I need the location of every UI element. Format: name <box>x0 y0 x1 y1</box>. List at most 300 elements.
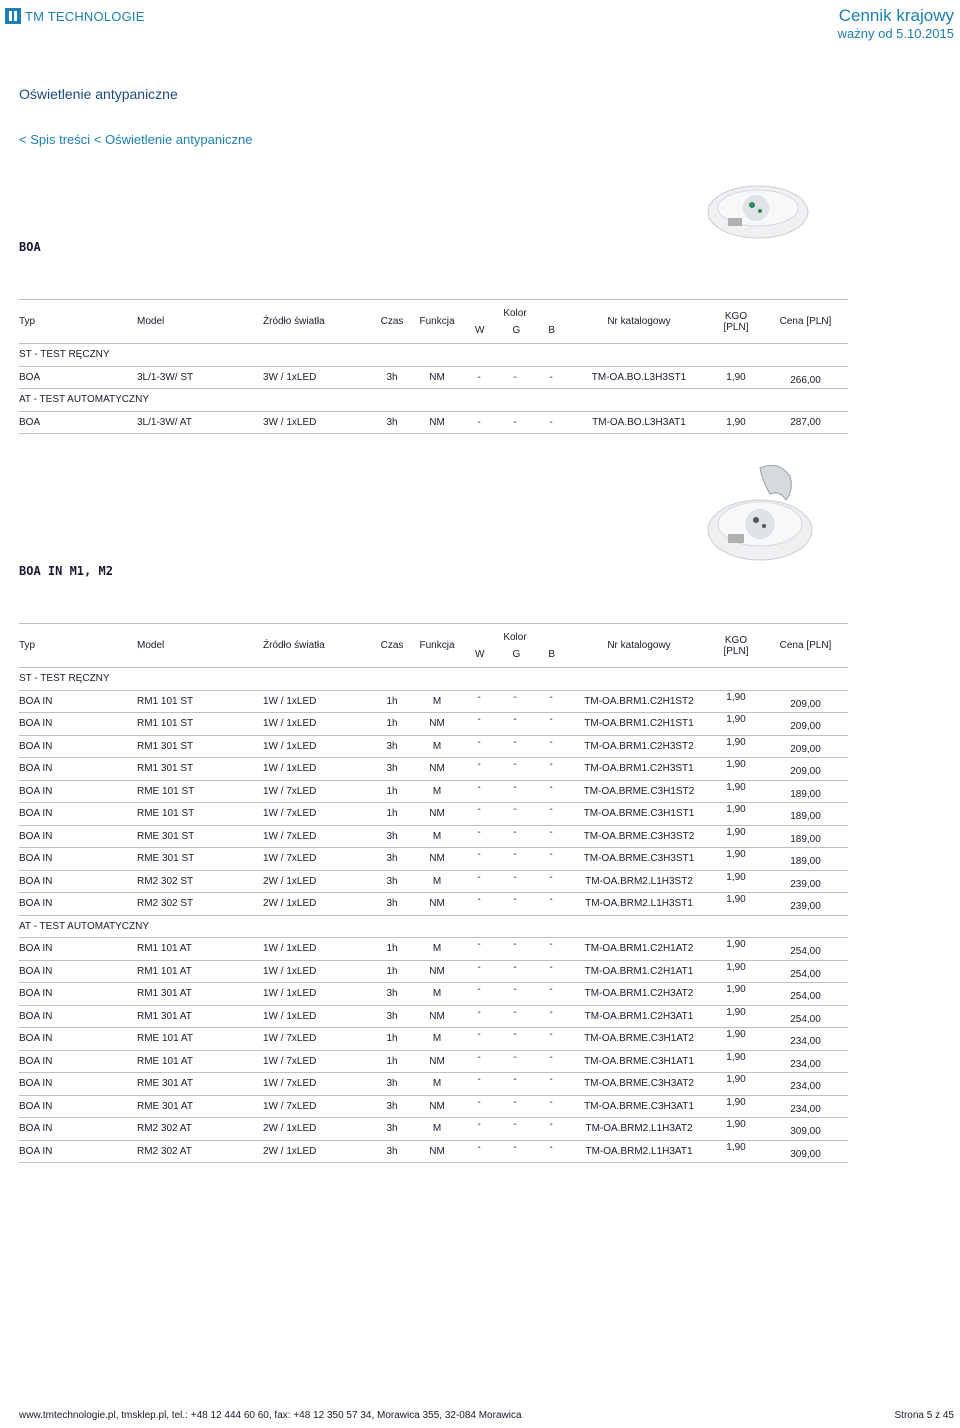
cena-value: 209,00 <box>790 698 821 710</box>
cell-nr-katalogowy <box>569 893 709 916</box>
table-row <box>19 870 848 893</box>
model-value: RM1 101 AT <box>137 943 192 955</box>
cell-czas <box>371 893 413 916</box>
model-value: RM2 302 AT <box>137 1145 192 1157</box>
funkcja-value: M <box>432 1033 442 1045</box>
cell-czas <box>371 758 413 781</box>
typ-value: BOA IN <box>19 718 53 730</box>
cell-funkcja <box>413 960 461 983</box>
cell-model <box>137 366 263 389</box>
group-row <box>19 668 848 691</box>
cell-nr-katalogowy <box>569 1118 709 1141</box>
cell-kolor-g <box>497 825 533 848</box>
cell-kolor-g <box>497 803 533 826</box>
zrodlo-value: 1W / 1xLED <box>263 695 317 707</box>
cell-kolor-w <box>461 825 497 848</box>
cell-kolor-b <box>533 870 569 893</box>
cell-czas <box>371 1005 413 1028</box>
cell-cena <box>763 1005 848 1028</box>
cell-funkcja <box>413 870 461 893</box>
cell-typ <box>19 735 137 758</box>
cell-kgo <box>709 960 763 983</box>
czas-value: 3h <box>386 1078 398 1090</box>
table-row <box>19 803 848 826</box>
cell-typ <box>19 1005 137 1028</box>
group-label: AT - TEST AUTOMATYCZNY <box>19 389 848 412</box>
cell-kolor-g <box>497 690 533 713</box>
typ-value: BOA IN <box>19 1010 53 1022</box>
col-kolor <box>461 624 569 668</box>
zrodlo-value: 2W / 1xLED <box>263 1123 317 1135</box>
kolor-w-value: - <box>477 984 481 996</box>
cell-model <box>137 1005 263 1028</box>
cena-value: 239,00 <box>790 878 821 890</box>
cell-czas <box>371 870 413 893</box>
cell-kolor-b <box>533 803 569 826</box>
cell-zrodlo <box>263 983 371 1006</box>
cell-funkcja <box>413 735 461 758</box>
cell-typ <box>19 893 137 916</box>
table-row <box>19 1028 848 1051</box>
funkcja-value: M <box>432 943 442 955</box>
kolor-b-value: - <box>549 371 553 383</box>
price-list-title: Cennik krajowy <box>838 6 954 25</box>
model-value: RM1 301 AT <box>137 988 192 1000</box>
breadcrumb-current-link[interactable]: < Oświetlenie antypaniczne <box>93 132 253 147</box>
cell-kolor-g <box>497 1095 533 1118</box>
section-title-boa: BOA <box>19 240 41 254</box>
cell-model <box>137 960 263 983</box>
boa-in-body <box>19 668 848 1163</box>
col-zrodlo: Źródło światła <box>263 624 371 668</box>
cell-kolor-g <box>497 870 533 893</box>
cell-model <box>137 1118 263 1141</box>
funkcja-value: NM <box>429 898 445 910</box>
zrodlo-value: 2W / 1xLED <box>263 875 317 887</box>
typ-value: BOA IN <box>19 1145 53 1157</box>
cell-czas <box>371 803 413 826</box>
czas-value: 3h <box>386 875 398 887</box>
cell-nr-katalogowy <box>569 1028 709 1051</box>
cell-kolor-b <box>533 1028 569 1051</box>
kolor-b-value: - <box>549 984 553 996</box>
kolor-w-value: - <box>477 371 481 383</box>
cell-kolor-b <box>533 1118 569 1141</box>
cell-cena <box>763 870 848 893</box>
zrodlo-value: 1W / 7xLED <box>263 785 317 797</box>
group-label: ST - TEST RĘCZNY <box>19 668 848 691</box>
cell-nr-katalogowy <box>569 983 709 1006</box>
cena-value: 309,00 <box>790 1126 821 1138</box>
cell-kolor-b <box>533 690 569 713</box>
cell-funkcja <box>413 983 461 1006</box>
cell-kolor-g <box>497 1028 533 1051</box>
cell-kgo <box>709 848 763 871</box>
cell-funkcja <box>413 1095 461 1118</box>
cena-value: 209,00 <box>790 721 821 733</box>
cell-cena <box>763 735 848 758</box>
kolor-b-value: - <box>549 1119 553 1131</box>
col-w: W <box>475 324 485 336</box>
kgo-value: 1,90 <box>726 1006 746 1018</box>
funkcja-value: NM <box>429 1055 445 1067</box>
kolor-g-value: - <box>513 984 517 996</box>
price-table-boa <box>19 299 848 434</box>
czas-value: 3h <box>386 1123 398 1135</box>
cell-zrodlo <box>263 758 371 781</box>
col-nr: Nr katalogowy <box>569 624 709 668</box>
nr-katalogowy-value: TM-OA.BRM2.L1H3ST1 <box>585 898 693 910</box>
czas-value: 3h <box>386 371 398 383</box>
kolor-g-value: - <box>513 1096 517 1108</box>
model-value: RM1 101 AT <box>137 965 192 977</box>
cena-value: 309,00 <box>790 1148 821 1160</box>
cena-value: 234,00 <box>790 1081 821 1093</box>
page-title: Oświetlenie antypaniczne <box>19 86 178 102</box>
col-funkcja: Funkcja <box>413 624 461 668</box>
funkcja-value: NM <box>429 965 445 977</box>
nr-katalogowy-value: TM-OA.BRM1.C2H1AT1 <box>584 965 694 977</box>
cell-model <box>137 758 263 781</box>
kgo-value: 1,90 <box>726 1051 746 1063</box>
cell-czas <box>371 1073 413 1096</box>
czas-value: 1h <box>386 1033 398 1045</box>
kolor-w-value: - <box>477 1119 481 1131</box>
czas-value: 1h <box>386 695 398 707</box>
cell-kgo <box>709 1028 763 1051</box>
kolor-w-value: - <box>477 871 481 883</box>
breadcrumb-toc-link[interactable]: < Spis treści <box>19 132 91 147</box>
kgo-value: 1,90 <box>726 1074 746 1086</box>
cell-cena <box>763 780 848 803</box>
cena-value: 209,00 <box>790 766 821 778</box>
cell-zrodlo <box>263 803 371 826</box>
typ-value: BOA IN <box>19 1055 53 1067</box>
nr-katalogowy-value: TM-OA.BRM1.C2H1ST2 <box>584 695 694 707</box>
cell-zrodlo <box>263 735 371 758</box>
model-value: RME 101 AT <box>137 1055 193 1067</box>
col-typ: Typ <box>19 624 137 668</box>
kolor-b-value: - <box>549 1141 553 1153</box>
funkcja-value: M <box>432 1123 442 1135</box>
zrodlo-value: 1W / 7xLED <box>263 808 317 820</box>
cell-typ <box>19 1050 137 1073</box>
cell-kolor-b <box>533 735 569 758</box>
cell-nr-katalogowy <box>569 1140 709 1163</box>
col-kgo-unit: [PLN] <box>723 321 749 333</box>
zrodlo-value: 1W / 1xLED <box>263 763 317 775</box>
cell-cena <box>763 825 848 848</box>
cell-kolor-g <box>497 1073 533 1096</box>
table-row <box>19 1095 848 1118</box>
typ-value: BOA <box>19 416 41 428</box>
nr-katalogowy-value: TM-OA.BRME.C3H1ST1 <box>583 808 695 820</box>
zrodlo-value: 1W / 1xLED <box>263 1010 317 1022</box>
cell-kolor-b <box>533 411 569 434</box>
kolor-w-value: - <box>477 1141 481 1153</box>
kgo-value: 1,90 <box>726 984 746 996</box>
funkcja-value: NM <box>429 1100 445 1112</box>
cell-czas <box>371 1050 413 1073</box>
kolor-b-value: - <box>549 691 553 703</box>
cell-kgo <box>709 870 763 893</box>
cell-funkcja <box>413 803 461 826</box>
cena-value: 189,00 <box>790 788 821 800</box>
cell-kolor-b <box>533 1140 569 1163</box>
kgo-value: 1,90 <box>726 759 746 771</box>
cell-czas <box>371 366 413 389</box>
cell-kolor-w <box>461 1028 497 1051</box>
cell-model <box>137 983 263 1006</box>
kolor-g-value: - <box>513 1074 517 1086</box>
kolor-w-value: - <box>477 759 481 771</box>
cell-kolor-w <box>461 848 497 871</box>
zrodlo-value: 2W / 1xLED <box>263 898 317 910</box>
model-value: RME 101 ST <box>137 785 195 797</box>
czas-value: 3h <box>386 898 398 910</box>
cell-typ <box>19 983 137 1006</box>
typ-value: BOA IN <box>19 1123 53 1135</box>
zrodlo-value: 1W / 1xLED <box>263 988 317 1000</box>
kolor-g-value: - <box>513 961 517 973</box>
cell-typ <box>19 690 137 713</box>
typ-value: BOA IN <box>19 740 53 752</box>
cell-zrodlo <box>263 825 371 848</box>
cena-value: 254,00 <box>790 968 821 980</box>
cell-nr-katalogowy <box>569 803 709 826</box>
kgo-value: 1,90 <box>726 781 746 793</box>
cena-value: 287,00 <box>790 416 821 428</box>
col-kgo-label: KGO <box>724 634 748 646</box>
kolor-g-value: - <box>513 736 517 748</box>
cell-kolor-w <box>461 1005 497 1028</box>
kolor-w-value: - <box>477 1029 481 1041</box>
kolor-b-value: - <box>549 1096 553 1108</box>
kolor-b-value: - <box>549 939 553 951</box>
cell-cena <box>763 938 848 961</box>
cell-typ <box>19 1140 137 1163</box>
cell-kolor-b <box>533 960 569 983</box>
cell-funkcja <box>413 1140 461 1163</box>
cell-typ <box>19 848 137 871</box>
funkcja-value: NM <box>429 1145 445 1157</box>
kgo-value: 1,90 <box>726 371 746 383</box>
group-label: ST - TEST RĘCZNY <box>19 344 848 367</box>
nr-katalogowy-value: TM-OA.BRM1.C2H3ST2 <box>584 740 694 752</box>
nr-katalogowy-value: TM-OA.BRM2.L1H3ST2 <box>585 875 693 887</box>
cell-funkcja <box>413 690 461 713</box>
cell-cena <box>763 1140 848 1163</box>
cell-kolor-w <box>461 735 497 758</box>
kolor-b-value: - <box>549 826 553 838</box>
typ-value: BOA IN <box>19 695 53 707</box>
funkcja-value: NM <box>429 416 445 428</box>
cell-kolor-b <box>533 938 569 961</box>
zrodlo-value: 3W / 1xLED <box>263 416 317 428</box>
funkcja-value: NM <box>429 718 445 730</box>
boa-product-image <box>700 178 812 246</box>
kolor-b-value: - <box>549 1051 553 1063</box>
kgo-value: 1,90 <box>726 1119 746 1131</box>
cell-zrodlo <box>263 893 371 916</box>
col-g: G <box>512 324 521 336</box>
cell-kgo <box>709 803 763 826</box>
group-row <box>19 389 848 412</box>
kolor-w-value: - <box>477 1051 481 1063</box>
zrodlo-value: 2W / 1xLED <box>263 1145 317 1157</box>
cell-funkcja <box>413 1050 461 1073</box>
cell-typ <box>19 938 137 961</box>
typ-value: BOA IN <box>19 853 53 865</box>
kgo-value: 1,90 <box>726 961 746 973</box>
nr-katalogowy-value: TM-OA.BRME.C3H3AT1 <box>584 1100 694 1112</box>
czas-value: 3h <box>386 1010 398 1022</box>
cell-model <box>137 848 263 871</box>
cena-value: 254,00 <box>790 1013 821 1025</box>
kgo-value: 1,90 <box>726 939 746 951</box>
model-value: RME 101 ST <box>137 808 195 820</box>
cell-kolor-b <box>533 1050 569 1073</box>
cell-kolor-b <box>533 1073 569 1096</box>
zrodlo-value: 1W / 7xLED <box>263 1100 317 1112</box>
model-value: RME 301 ST <box>137 830 195 842</box>
kolor-b-value: - <box>549 871 553 883</box>
typ-value: BOA IN <box>19 830 53 842</box>
col-kolor-label: Kolor <box>503 631 527 643</box>
kolor-w-value: - <box>477 1096 481 1108</box>
zrodlo-value: 1W / 7xLED <box>263 853 317 865</box>
czas-value: 1h <box>386 718 398 730</box>
kolor-g-value: - <box>513 416 517 428</box>
cell-kolor-w <box>461 1050 497 1073</box>
kolor-g-value: - <box>513 1141 517 1153</box>
kolor-b-value: - <box>549 714 553 726</box>
col-g: G <box>512 648 521 660</box>
cell-zrodlo <box>263 1073 371 1096</box>
nr-katalogowy-value: TM-OA.BO.L3H3ST1 <box>591 371 687 383</box>
kolor-w-value: - <box>477 939 481 951</box>
cell-kgo <box>709 1095 763 1118</box>
cell-kgo <box>709 1073 763 1096</box>
funkcja-value: NM <box>429 763 445 775</box>
cell-cena <box>763 411 848 434</box>
zrodlo-value: 1W / 1xLED <box>263 943 317 955</box>
col-model: Model <box>137 624 263 668</box>
cell-nr-katalogowy <box>569 758 709 781</box>
kolor-g-value: - <box>513 939 517 951</box>
nr-katalogowy-value: TM-OA.BRM1.C2H3ST1 <box>584 763 694 775</box>
cell-model <box>137 411 263 434</box>
funkcja-value: NM <box>429 808 445 820</box>
cell-typ <box>19 825 137 848</box>
kolor-g-value: - <box>513 371 517 383</box>
cell-kolor-w <box>461 713 497 736</box>
col-kgo-label: KGO <box>724 310 748 322</box>
cell-kolor-w <box>461 803 497 826</box>
cell-cena <box>763 1095 848 1118</box>
kolor-b-value: - <box>549 781 553 793</box>
table-row <box>19 713 848 736</box>
cell-zrodlo <box>263 366 371 389</box>
cell-kolor-b <box>533 1095 569 1118</box>
kolor-w-value: - <box>477 961 481 973</box>
col-czas: Czas <box>371 300 413 344</box>
cell-czas <box>371 1028 413 1051</box>
table-header-row <box>19 300 848 344</box>
table-row <box>19 1118 848 1141</box>
kolor-w-value: - <box>477 804 481 816</box>
cell-nr-katalogowy <box>569 870 709 893</box>
nr-katalogowy-value: TM-OA.BRM1.C2H3AT2 <box>584 988 694 1000</box>
funkcja-value: M <box>432 875 442 887</box>
kgo-value: 1,90 <box>726 1096 746 1108</box>
col-b: B <box>548 324 555 336</box>
zrodlo-value: 1W / 7xLED <box>263 830 317 842</box>
cell-kolor-w <box>461 411 497 434</box>
cell-kgo <box>709 366 763 389</box>
cell-kgo <box>709 780 763 803</box>
nr-katalogowy-value: TM-OA.BRM1.C2H3AT1 <box>584 1010 694 1022</box>
nr-katalogowy-value: TM-OA.BRME.C3H1ST2 <box>583 785 695 797</box>
model-value: RM1 301 ST <box>137 740 194 752</box>
cell-kolor-b <box>533 780 569 803</box>
kolor-b-value: - <box>549 759 553 771</box>
cell-nr-katalogowy <box>569 1095 709 1118</box>
cell-typ <box>19 960 137 983</box>
zrodlo-value: 1W / 1xLED <box>263 740 317 752</box>
cell-nr-katalogowy <box>569 960 709 983</box>
cell-model <box>137 825 263 848</box>
cell-nr-katalogowy <box>569 735 709 758</box>
cell-zrodlo <box>263 1028 371 1051</box>
table-row <box>19 1005 848 1028</box>
cell-model <box>137 735 263 758</box>
nr-katalogowy-value: TM-OA.BRME.C3H3ST2 <box>583 830 695 842</box>
cell-kolor-w <box>461 960 497 983</box>
kolor-w-value: - <box>477 416 481 428</box>
cell-funkcja <box>413 780 461 803</box>
cell-zrodlo <box>263 1050 371 1073</box>
cell-kgo <box>709 825 763 848</box>
col-czas: Czas <box>371 624 413 668</box>
cell-kolor-w <box>461 938 497 961</box>
kolor-g-value: - <box>513 804 517 816</box>
cell-kgo <box>709 1050 763 1073</box>
table-row <box>19 1050 848 1073</box>
typ-value: BOA IN <box>19 875 53 887</box>
kolor-w-value: - <box>477 894 481 906</box>
cell-kolor-w <box>461 690 497 713</box>
cell-kgo <box>709 1140 763 1163</box>
cell-kolor-g <box>497 411 533 434</box>
cell-kolor-g <box>497 960 533 983</box>
cell-model <box>137 1073 263 1096</box>
price-table-boa-in <box>19 623 848 1163</box>
cena-value: 254,00 <box>790 991 821 1003</box>
cell-kgo <box>709 411 763 434</box>
kolor-b-value: - <box>549 736 553 748</box>
cell-nr-katalogowy <box>569 411 709 434</box>
kolor-b-value: - <box>549 416 553 428</box>
col-b: B <box>548 648 555 660</box>
typ-value: BOA IN <box>19 785 53 797</box>
kolor-g-value: - <box>513 1029 517 1041</box>
zrodlo-value: 1W / 1xLED <box>263 965 317 977</box>
cell-cena <box>763 893 848 916</box>
cell-typ <box>19 803 137 826</box>
cell-kolor-g <box>497 735 533 758</box>
cell-cena <box>763 803 848 826</box>
